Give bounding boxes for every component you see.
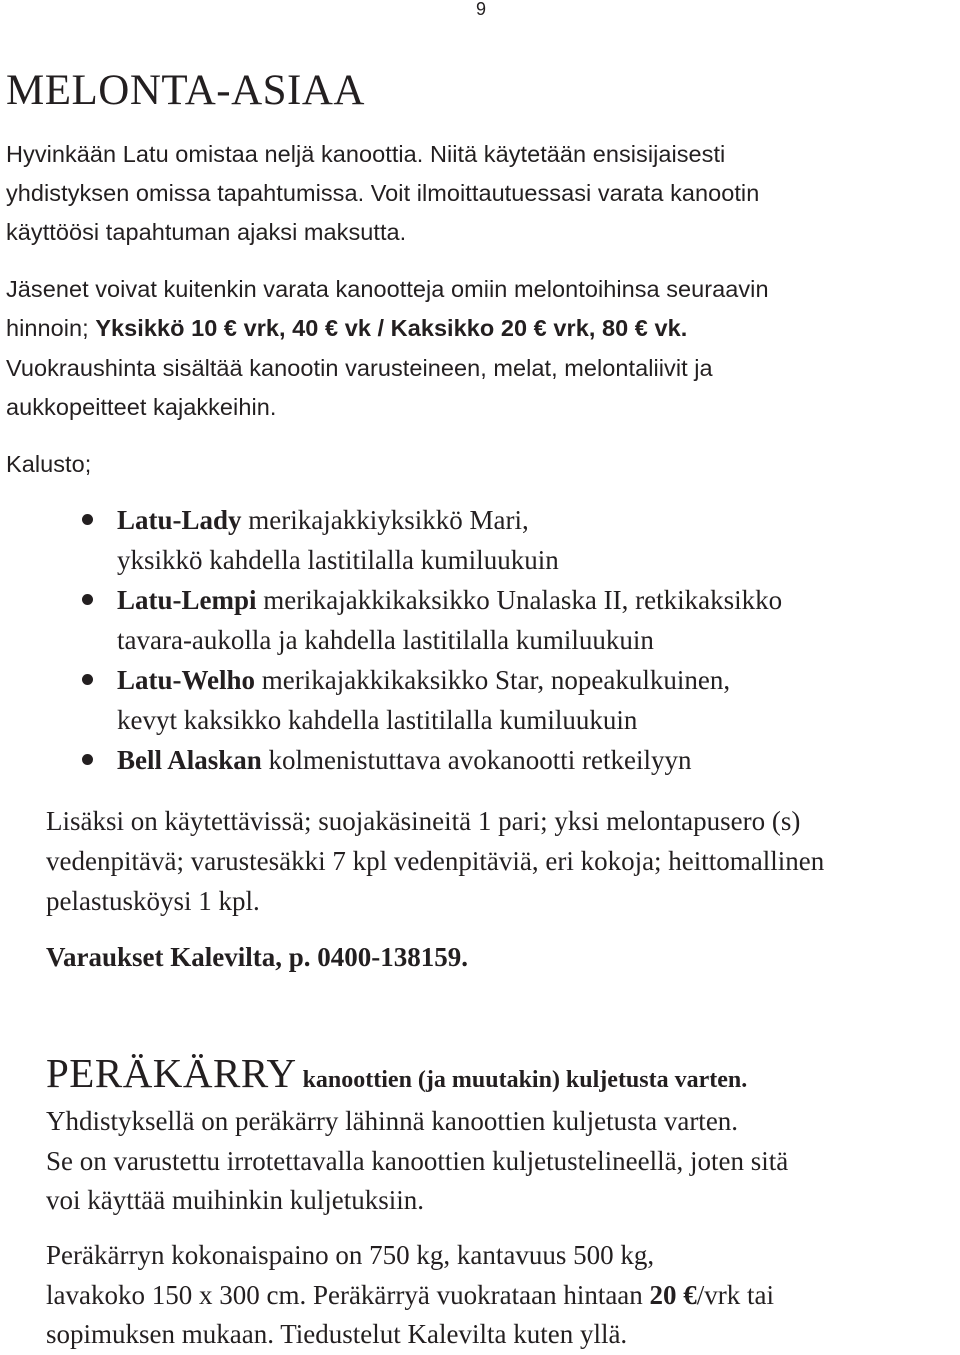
reservation-contact: Varaukset Kalevilta, p. 0400-138159.	[46, 942, 469, 972]
perakarry-line: Peräkärryn kokonaispaino on 750 kg, kantavuus 500 kg,	[46, 1240, 655, 1270]
canoe-desc-cont: kevyt kaksikko kahdella lastitilalla kumiluukuin	[117, 705, 638, 735]
intro-line: käyttöösi tapahtuman ajaksi maksutta.	[6, 219, 407, 245]
perakarry-line: Yhdistyksellä on peräkärry lähinnä kanoottien kuljetusta varten.	[46, 1106, 739, 1136]
bullet-icon	[82, 754, 93, 765]
pricing-prefix: hinnoin;	[6, 315, 96, 341]
rental-suffix: /vrk tai	[696, 1280, 775, 1310]
intro-line: yhdistyksen omissa tapahtumissa. Voit ilmoittautuessasi varata kanootin	[6, 180, 760, 206]
list-item	[0, 740, 782, 780]
pricing-line: Vuokraushinta sisältää kanootin varusteineen, melat, melontaliivit ja	[6, 355, 713, 381]
extras-line: vedenpitävä; varustesäkki 7 kpl vedenpitäviä, eri kokoja; heittomallinen	[46, 846, 825, 876]
canoe-desc: merikajakkikaksikko Unalaska II, retkikaksikko	[256, 585, 783, 615]
canoe-desc-cont: yksikkö kahdella lastitilalla kumiluukuin	[117, 545, 559, 575]
pricing-line	[6, 309, 687, 349]
melonta-heading: MELONTA-ASIAA	[6, 67, 365, 114]
canoe-desc: merikajakkiyksikkö Mari,	[241, 505, 529, 535]
perakarry-subtitle: kanoottien (ja muutakin) kuljetusta varten.	[302, 1067, 748, 1093]
pricing-line: aukkopeitteet kajakkeihin.	[6, 394, 277, 420]
canoe-name: Latu-Lempi	[117, 585, 257, 615]
canoe-desc-cont: tavara-aukolla ja kahdella lastitilalla kumiluukuin	[117, 625, 654, 655]
perakarry-line: sopimuksen mukaan. Tiedustelut Kalevilta kuten yllä.	[46, 1319, 628, 1349]
item-line	[117, 660, 782, 700]
perakarry-line	[46, 1275, 774, 1315]
perakarry-line: Se on varustettu irrotettavalla kanoottien kuljetustelineellä, joten sitä	[46, 1146, 789, 1176]
perakarry-line: voi käyttää muihinkin kuljetuksiin.	[46, 1185, 424, 1215]
pricing-line: Jäsenet voivat kuitenkin varata kanootteja omiin melontoihinsa seuraavin	[6, 276, 769, 302]
intro-line: Hyvinkään Latu omistaa neljä kanoottia. Niitä käytetään ensisijaisesti	[6, 141, 726, 167]
bullet-icon	[82, 594, 93, 605]
rental-prefix: lavakoko 150 x 300 cm. Peräkärryä vuokrataan hintaan	[46, 1280, 650, 1310]
page-number: 9	[476, 0, 487, 19]
canoe-desc: merikajakkikaksikko Star, nopeakulkuinen,	[255, 665, 731, 695]
item-line	[117, 580, 782, 620]
list-item	[0, 660, 782, 740]
canoe-name: Latu-Lady	[117, 505, 242, 535]
canoe-desc: kolmenistuttava avokanootti retkeilyyn	[261, 745, 692, 775]
item-line	[117, 500, 782, 540]
extras-line: pelastusköysi 1 kpl.	[46, 886, 260, 916]
extras-line: Lisäksi on käytettävissä; suojakäsineitä 1 pari; yksi melontapusero (s)	[46, 806, 801, 836]
pricing-rates: Yksikkö 10 € vrk, 40 € vk / Kaksikko 20 € vrk, 80 € vk.	[95, 315, 688, 341]
bullet-icon	[82, 514, 93, 525]
list-item	[0, 500, 782, 580]
perakarry-title: PERÄKÄRRY	[46, 1050, 297, 1096]
kalusto-list	[0, 500, 782, 780]
canoe-name: Latu-Welho	[117, 665, 256, 695]
item-line	[117, 740, 782, 780]
perakarry-heading	[46, 1049, 747, 1097]
list-item	[0, 580, 782, 660]
bullet-icon	[82, 674, 93, 685]
canoe-name: Bell Alaskan	[117, 745, 262, 775]
rental-price: 20 €	[649, 1280, 697, 1310]
kalusto-label: Kalusto;	[6, 451, 92, 477]
